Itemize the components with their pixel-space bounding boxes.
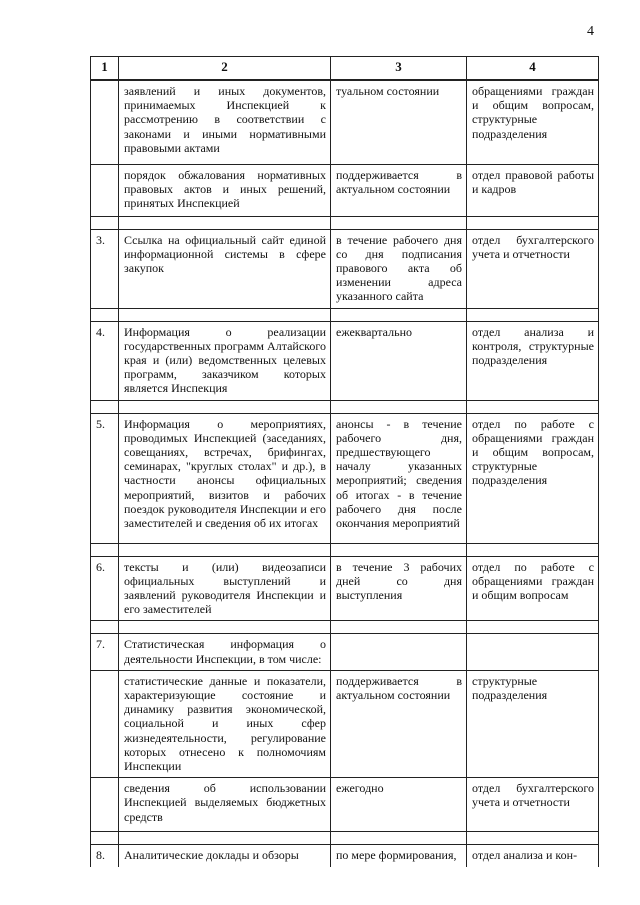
header-col-4: 4 xyxy=(467,57,599,81)
row-responsible xyxy=(467,634,599,670)
row-number: 3. xyxy=(91,229,119,308)
table-row xyxy=(91,229,599,308)
spacer-row xyxy=(91,621,599,634)
row-responsible: структурные подразделения xyxy=(467,670,599,777)
table-row xyxy=(91,413,599,543)
page-number: 4 xyxy=(587,24,594,39)
row-term: ежегодно xyxy=(331,778,467,832)
row-description: заявлений и иных документов, принимаемых Инспекцией к рассмотрению в соответствии с законами и иными нормативными правовыми актами xyxy=(119,80,331,164)
table-row xyxy=(91,556,599,621)
table-row xyxy=(91,321,599,400)
table-row xyxy=(91,164,599,216)
row-number xyxy=(91,80,119,164)
row-number xyxy=(91,778,119,832)
row-responsible: отдел анализа и кон- xyxy=(467,845,599,867)
spacer-row xyxy=(91,308,599,321)
row-term: поддерживается в актуальном состоянии xyxy=(331,164,467,216)
row-number xyxy=(91,670,119,777)
row-description: Информация о реализации государственных программ Алтайского края и (или) ведомственных целевых программ, заказчиком которых является Инспекция xyxy=(119,321,331,400)
row-description: Аналитические доклады и обзоры xyxy=(119,845,331,867)
header-col-1: 1 xyxy=(91,57,119,81)
spacer-row xyxy=(91,832,599,845)
row-term: анонсы - в течение рабочего дня, предшествующего началу указанных мероприятий; сведения об итогах - в течение рабочего дня после окончания мероприятий xyxy=(331,413,467,543)
row-term: ежеквартально xyxy=(331,321,467,400)
table-header-row xyxy=(91,57,599,81)
table-row xyxy=(91,845,599,867)
spacer-row xyxy=(91,400,599,413)
row-description: Информация о мероприятиях, проводимых Инспекцией (заседаниях, совещаниях, встречах, брифингах, семинарах, "круглых столах" и др.), в частности анонсы официальных мероприятий, визитов и рабочих поездок руководителя Инспекции и его заместителей и сведения об их итогах xyxy=(119,413,331,543)
document-table xyxy=(90,56,599,867)
row-number xyxy=(91,164,119,216)
row-term: в течение 3 рабочих дней со дня выступления xyxy=(331,556,467,621)
row-description: тексты и (или) видеозаписи официальных выступлений и заявлений руководителя Инспекции и его заместителей xyxy=(119,556,331,621)
row-description: сведения об использовании Инспекцией выделяемых бюджетных средств xyxy=(119,778,331,832)
row-responsible: отдел по работе с обращениями граждан и общим вопросам xyxy=(467,556,599,621)
header-col-3: 3 xyxy=(331,57,467,81)
row-description: Статистическая информация о деятельности Инспекции, в том числе: xyxy=(119,634,331,670)
table-row xyxy=(91,80,599,164)
row-description: порядок обжалования нормативных правовых актов и иных решений, принятых Инспекцией xyxy=(119,164,331,216)
row-term xyxy=(331,634,467,670)
row-term: туальном состоянии xyxy=(331,80,467,164)
table-row xyxy=(91,778,599,832)
row-description: Ссылка на официальный сайт единой информационной системы в сфере закупок xyxy=(119,229,331,308)
row-number: 8. xyxy=(91,845,119,867)
table-row xyxy=(91,634,599,670)
row-responsible: отдел бухгалтерского учета и отчетности xyxy=(467,229,599,308)
spacer-row xyxy=(91,543,599,556)
header-col-2: 2 xyxy=(119,57,331,81)
row-description: статистические данные и показатели, характеризующие состояние и динамику развития экономической, социальной и иных сфер жизнедеятельности, регулирование которых отнесено к полномочиям Инспекции xyxy=(119,670,331,777)
row-number: 4. xyxy=(91,321,119,400)
row-term: по мере формирования, xyxy=(331,845,467,867)
row-responsible: отдел бухгалтерского учета и отчетности xyxy=(467,778,599,832)
row-number: 7. xyxy=(91,634,119,670)
row-term: поддерживается в актуальном состоянии xyxy=(331,670,467,777)
table-row xyxy=(91,670,599,777)
spacer-row xyxy=(91,216,599,229)
row-responsible: отдел по работе с обращениями граждан и общим вопросам, структурные подразделения xyxy=(467,413,599,543)
row-responsible: обращениями граждан и общим вопросам, структурные подразделения xyxy=(467,80,599,164)
row-number: 6. xyxy=(91,556,119,621)
row-term: в течение рабочего дня со дня подписания правового акта об изменении адреса указанного сайта xyxy=(331,229,467,308)
row-responsible: отдел анализа и контроля, структурные подразделения xyxy=(467,321,599,400)
row-number: 5. xyxy=(91,413,119,543)
row-responsible: отдел правовой работы и кадров xyxy=(467,164,599,216)
